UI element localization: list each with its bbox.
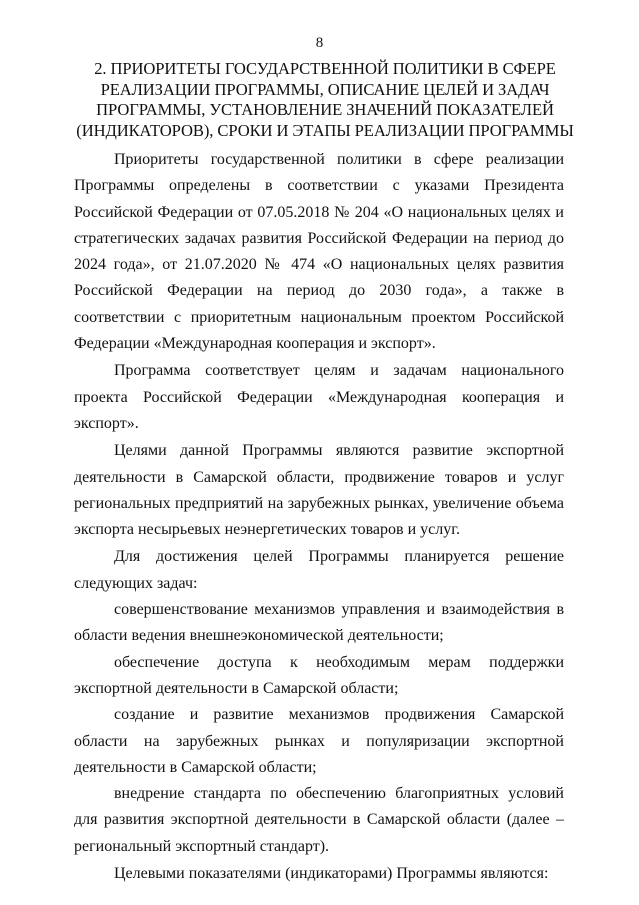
task-item: создание и развитие механизмов продвижения Самарской области на зарубежных рынках и популяризации экспортной деятельности в Самарской области; — [74, 706, 564, 776]
paragraph-indicators-intro: Целевыми показателями (индикаторами) Программы являются: — [114, 865, 549, 883]
task-item: внедрение стандарта по обеспечению благоприятных условий для развития экспортной деятельности в Самарской области (далее – региональный экспортный стандарт). — [74, 785, 564, 855]
task-item: обеспечение доступа к необходимым мерам поддержки экспортной деятельности в Самарской области; — [74, 653, 564, 697]
task-item: совершенствование механизмов управления и взаимодействия в области ведения внешнеэкономической деятельности; — [74, 601, 564, 645]
paragraph-goals: Целями данной Программы являются развитие экспортной деятельности в Самарской области, продвижение товаров и услуг региональных предприятий на зарубежных рынках, увеличение объема экспорта несырьевых неэнергетических товаров и услуг. — [74, 442, 564, 539]
document-body — [74, 147, 564, 887]
paragraph-priorities: Приоритеты государственной политики в сфере реализации Программы определены в соответствии с указами Президента Российской Федерации от 07.05.2018 № 204 «О национальных целях и стратегических задачах развития Российской Федерации на период до 2024 года», от 21.07.2020 № 474 «О национальных целях развития Российской Федерации на период до 2030 года», а также в соответствии с приоритетным национальным проектом Российской Федерации «Международная кооперация и экспорт». — [74, 151, 564, 353]
page-number: 8 — [315, 35, 324, 51]
section-heading: 2. ПРИОРИТЕТЫ ГОСУДАРСТВЕННОЙ ПОЛИТИКИ В СФЕРЕ РЕАЛИЗАЦИИ ПРОГРАММЫ, ОПИСАНИЕ ЦЕЛЕЙ И ЗАДАЧ ПРОГРАММЫ, УСТАНОВЛЕНИЕ ЗНАЧЕНИЙ ПОКАЗАТЕЛЕЙ (ИНДИКАТОРОВ), СРОКИ И ЭТАПЫ РЕАЛИЗАЦИИ ПРОГРАММЫ — [76, 59, 574, 140]
paragraph-tasks-intro: Для достижения целей Программы планируется решение следующих задач: — [74, 548, 564, 592]
paragraph-program-compliance: Программа соответствует целям и задачам национального проекта Российской Федерации «Международная кооперация и экспорт». — [74, 362, 564, 432]
